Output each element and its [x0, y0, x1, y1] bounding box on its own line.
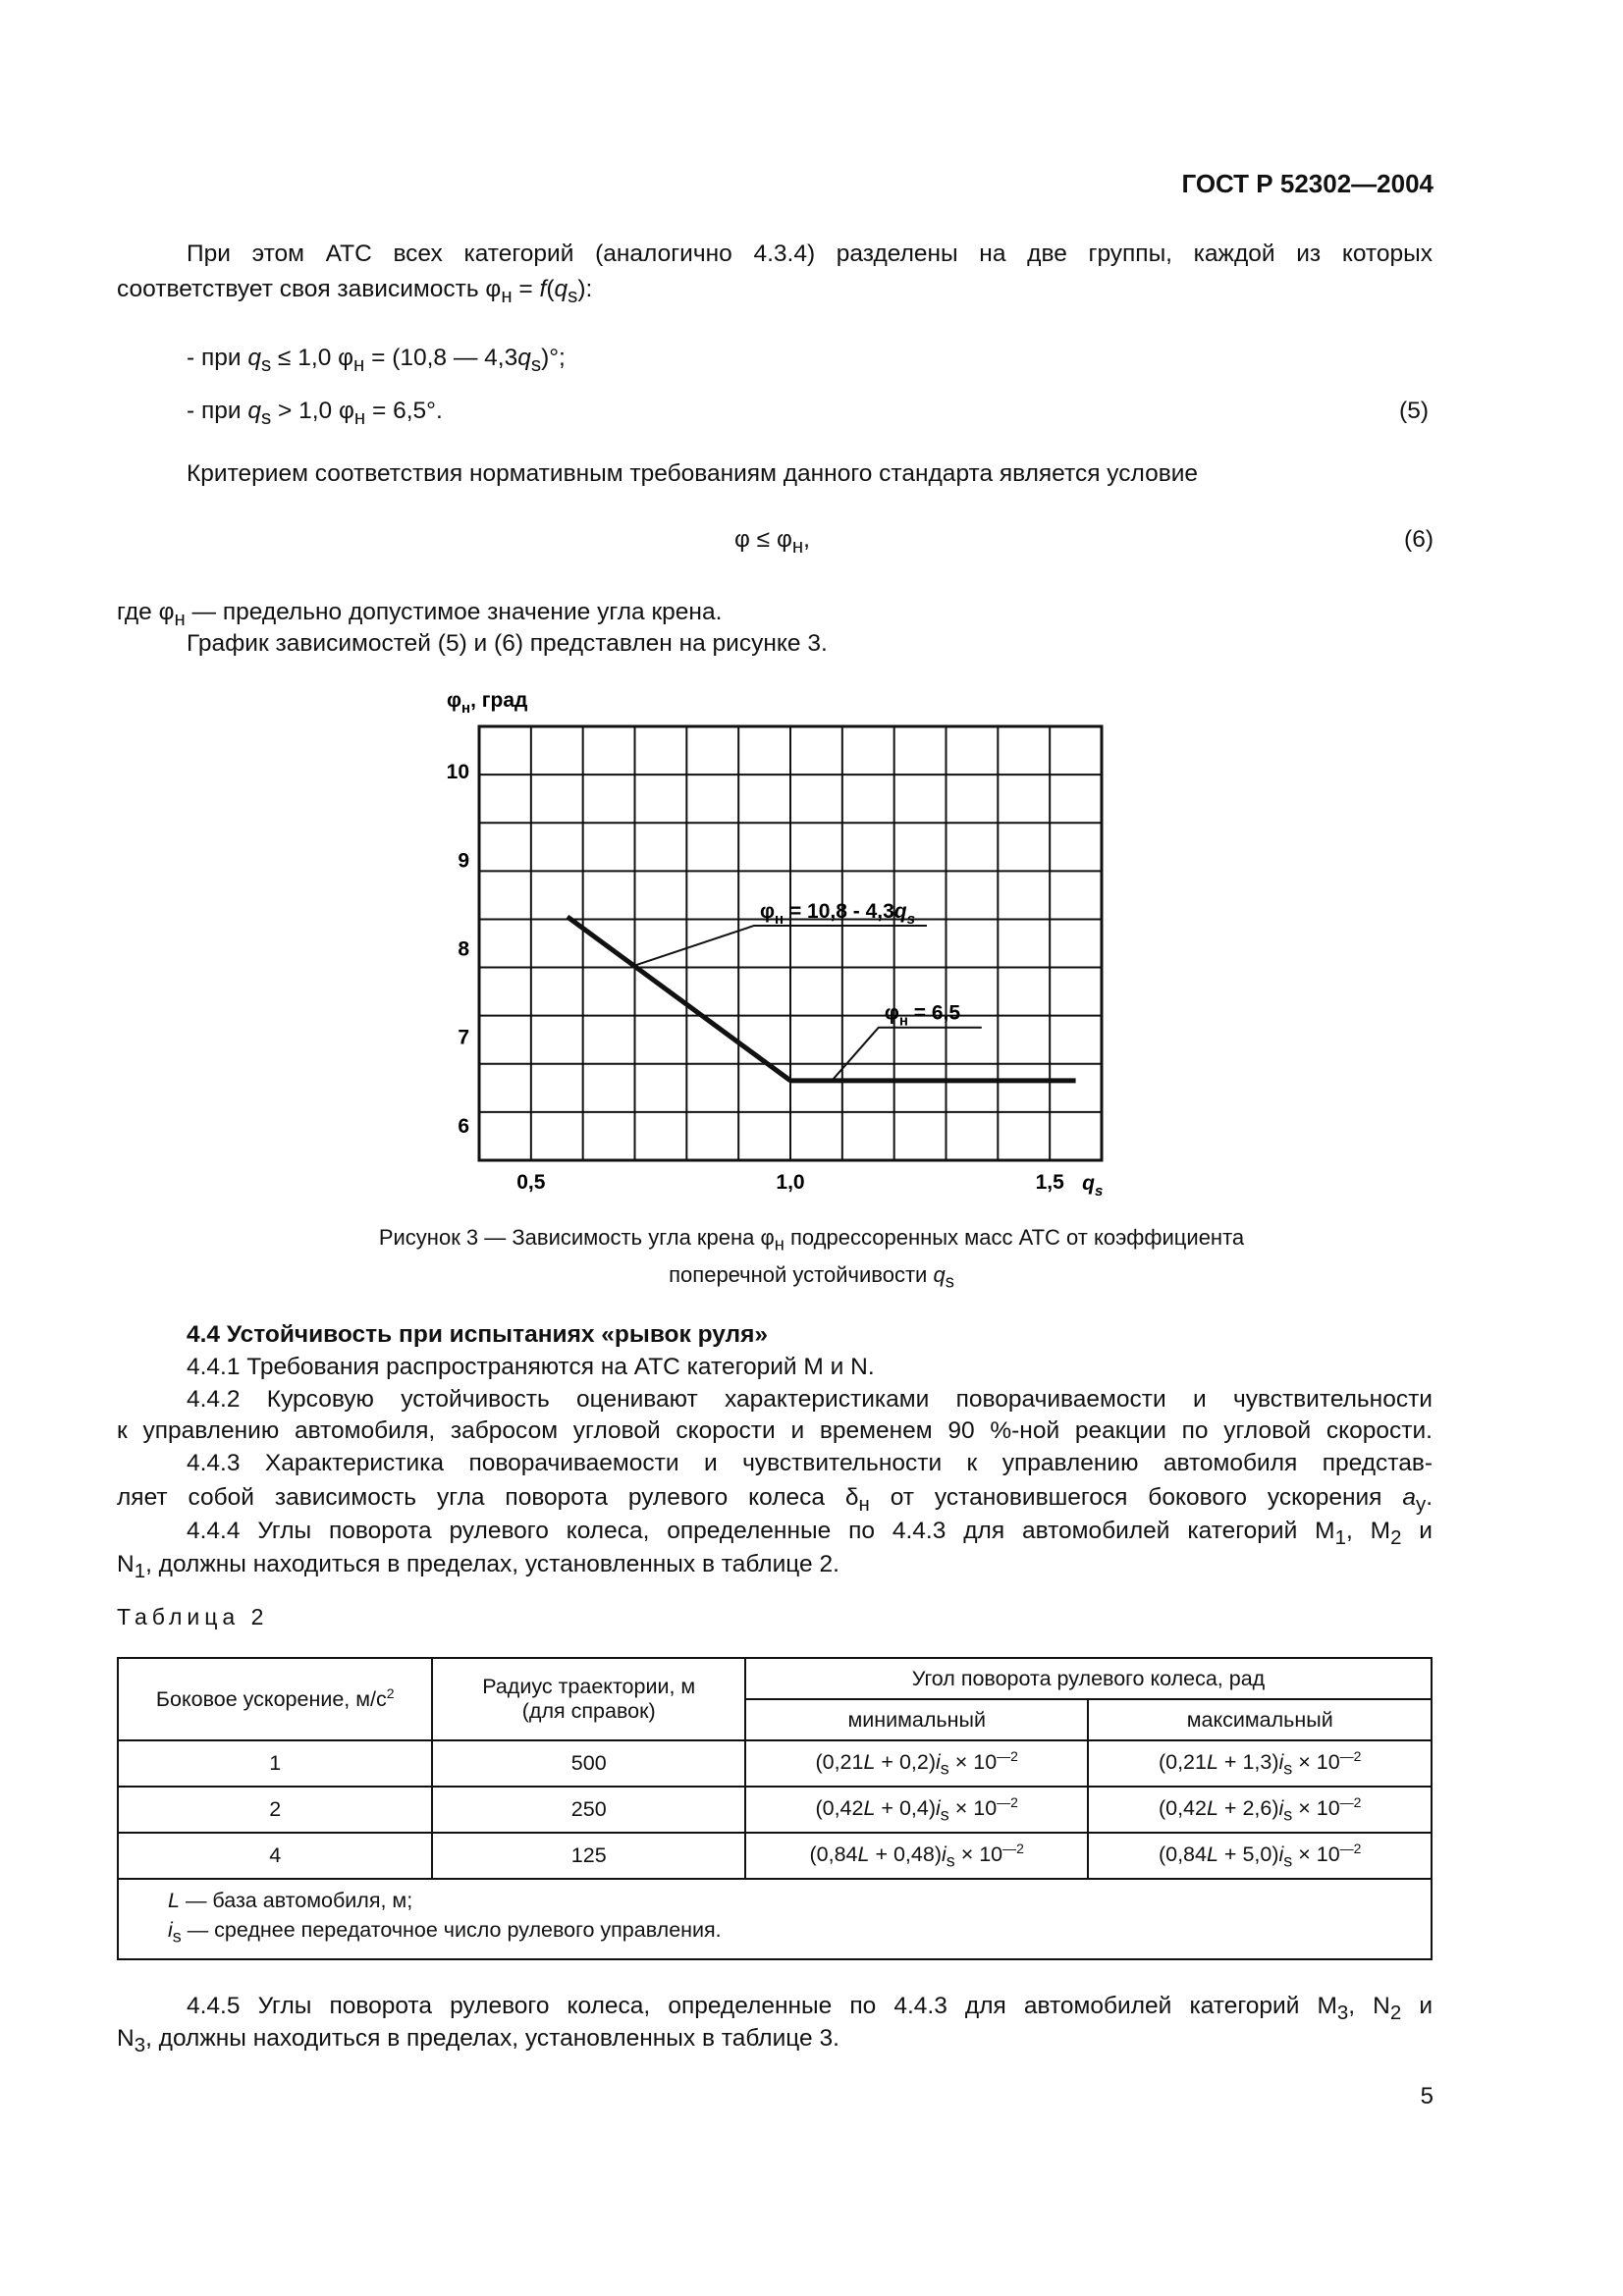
annotation-label: $\varphi_н = 6,5$: [884, 1001, 961, 1030]
subscript: 2: [1389, 2002, 1402, 2024]
x-tick-label: 1,0: [776, 1171, 805, 1194]
var-q: q: [933, 1262, 946, 1288]
text: N: [117, 1551, 135, 1577]
text: (0,84: [809, 1842, 858, 1866]
paragraph-criterion: Критерием соответствия нормативным требованиям данного стандарта является условие: [187, 460, 1199, 487]
text: 250: [570, 1797, 607, 1821]
text: ляет собой зависимость угла поворота рулевого колеса δ: [117, 1484, 859, 1511]
paragraph-4-4-3-line1: 4.4.3 Характеристика поворачиваемости и чувствительности к управлению автомобиля представ-: [187, 1450, 1433, 1476]
var-i: i: [1278, 1749, 1284, 1774]
subscript: н: [774, 1233, 784, 1255]
paragraph-4-4-1: 4.4.1 Требования распространяются на АТС категорий М и N.: [187, 1354, 875, 1380]
text: × 10: [948, 1795, 998, 1820]
var-i: i: [1278, 1842, 1284, 1866]
text: (: [546, 276, 555, 302]
var-L: L: [857, 1842, 870, 1866]
text: =: [512, 276, 540, 302]
text: Рисунок 3 — Зависимость угла крена φ: [378, 1225, 775, 1250]
paragraph-graph-ref: График зависимостей (5) и (6) представлен на рисунке 3.: [187, 630, 828, 657]
subscript: s: [172, 1926, 182, 1947]
equation-number-6: (6): [1404, 526, 1434, 553]
x-axis-label: $q_s$: [1082, 1172, 1104, 1200]
subscript: н: [858, 1493, 870, 1516]
text: 4: [269, 1843, 282, 1867]
text: Радиус траектории, м: [482, 1675, 696, 1698]
y-tick-label: 8: [458, 937, 469, 961]
text: (0,21: [1158, 1749, 1207, 1774]
header-min: минимальный: [745, 1699, 1088, 1740]
var-L: L: [1206, 1749, 1218, 1774]
chart-grid: [479, 726, 1102, 1160]
text: поперечной устойчивости: [669, 1262, 934, 1288]
header-accel: [118, 1658, 432, 1740]
subscript: s: [946, 1850, 955, 1871]
text: , N: [1348, 1993, 1390, 2019]
subscript: s: [261, 406, 272, 429]
table-header-row: [118, 1658, 1432, 1699]
superscript: —2: [1339, 1793, 1362, 1810]
text: , должны находиться в пределах, установленных в таблице 2.: [145, 1551, 839, 1577]
text: × 10: [948, 1749, 998, 1774]
text: (для справок): [521, 1699, 656, 1723]
table-notes: [118, 1879, 1432, 1959]
var-i: i: [941, 1842, 947, 1866]
table-label: Таблица 2: [117, 1604, 269, 1629]
header-max: максимальный: [1088, 1699, 1432, 1740]
var-L: L: [1206, 1795, 1218, 1820]
text: × 10: [1292, 1842, 1340, 1866]
text: 4.4.4 Углы поворота рулевого колеса, определенные по 4.4.3 для автомобилей категорий М: [187, 1518, 1335, 1544]
text: N: [117, 2025, 135, 2052]
figure-caption: [0, 1222, 1623, 1298]
text: = 6,5°.: [365, 398, 443, 424]
cell-max: [1088, 1833, 1432, 1879]
note-2: [168, 1915, 1431, 1950]
subscript: s: [940, 1804, 949, 1825]
var-L: L: [863, 1795, 876, 1820]
text: .: [1426, 1484, 1433, 1511]
text: где φ: [117, 599, 175, 625]
cell-radius: [432, 1833, 745, 1879]
text: Боковое ускорение, м/с: [155, 1687, 387, 1712]
var-i: i: [936, 1795, 941, 1820]
text: 4.4.5 Углы поворота рулевого колеса, определенные по 4.4.3 для автомобилей категорий М: [187, 1993, 1337, 2019]
text: (0,84: [1158, 1842, 1207, 1866]
document-header: ГОСТ Р 52302—2004: [1181, 169, 1434, 198]
subscript: s: [940, 1758, 949, 1779]
superscript: —2: [1339, 1840, 1362, 1856]
subscript: 2: [1390, 1526, 1402, 1549]
superscript: 2: [386, 1685, 395, 1702]
header-radius: [432, 1658, 745, 1740]
subscript: 1: [1334, 1526, 1346, 1549]
cell-min: [745, 1740, 1088, 1787]
subscript: н: [353, 406, 366, 429]
text: (0,42: [1158, 1795, 1207, 1820]
annotation-leader: [832, 1028, 982, 1081]
text: + 0,48): [869, 1842, 942, 1866]
text: и: [1401, 1518, 1433, 1544]
series-line: [568, 917, 790, 1081]
cell-min: [745, 1787, 1088, 1833]
subscript: н: [353, 353, 365, 376]
text: — среднее передаточное число рулевого управления.: [181, 1918, 722, 1942]
table-row: [118, 1833, 1432, 1879]
table-2: [117, 1657, 1433, 1960]
text: - при: [187, 345, 248, 371]
text: = (10,8 — 4,3: [364, 345, 518, 371]
text: + 0,2): [875, 1749, 936, 1774]
chart-labels: [447, 689, 1104, 1200]
subscript: s: [568, 285, 578, 307]
equation-number-5: (5): [1399, 398, 1429, 424]
text: ):: [577, 276, 593, 302]
y-tick-label: 10: [446, 761, 469, 784]
table-row: [118, 1787, 1432, 1833]
note-1: [168, 1886, 1431, 1915]
subscript: 3: [134, 2034, 146, 2056]
text: от установившегося бокового ускорения: [869, 1484, 1403, 1511]
superscript: —2: [997, 1747, 1018, 1764]
cell-min: [745, 1833, 1088, 1879]
text: + 2,6): [1217, 1795, 1279, 1820]
text: )°;: [541, 345, 566, 371]
subscript: н: [174, 608, 186, 630]
var-q: q: [247, 345, 261, 371]
var-a: a: [1402, 1484, 1416, 1511]
var-i: i: [168, 1918, 173, 1942]
text: подрессоренных масс АТС от коэффициента: [784, 1225, 1245, 1250]
subscript: s: [945, 1270, 954, 1292]
text: 500: [570, 1751, 607, 1775]
var-q: q: [554, 276, 568, 302]
text: 125: [570, 1843, 607, 1867]
function-var: f: [539, 276, 547, 302]
annotation-leader: [635, 926, 928, 966]
text: φ ≤ φ: [734, 526, 792, 553]
text: + 0,4): [875, 1795, 936, 1820]
cell-radius: [432, 1787, 745, 1833]
paragraph-4-4-2-line1: 4.4.2 Курсовую устойчивость оценивают характеристиками поворачиваемости и чувствительности: [187, 1386, 1433, 1413]
var-i: i: [936, 1749, 941, 1774]
text: , М: [1345, 1518, 1391, 1544]
var-q: q: [247, 398, 261, 424]
subscript: y: [1415, 1493, 1427, 1516]
text: , должны находиться в пределах, установленных в таблице 3.: [145, 2025, 839, 2052]
paragraph-intro-line1: При этом АТС всех категорий (аналогично 4.3.4) разделены на две группы, каждой из которых: [187, 240, 1433, 267]
chart-series: [568, 917, 1076, 1081]
subscript: н: [791, 535, 804, 558]
subscript: s: [530, 353, 542, 376]
paragraph-4-4-5-line2: [117, 2021, 839, 2063]
y-axis-label: $\varphi_н$, град: [447, 689, 528, 717]
y-tick-label: 7: [458, 1026, 469, 1049]
text: × 10: [954, 1842, 1003, 1866]
page-number: 5: [1420, 2083, 1434, 2109]
caption-line-1: [0, 1222, 1623, 1259]
x-tick-label: 1,5: [1035, 1171, 1064, 1194]
cell-accel: [118, 1740, 432, 1787]
text: и: [1401, 1993, 1433, 2019]
subscript: s: [1283, 1850, 1293, 1871]
subscript: н: [501, 285, 513, 307]
text: (0,42: [815, 1795, 864, 1820]
var-L: L: [863, 1749, 876, 1774]
text: (0,21: [815, 1749, 864, 1774]
cell-max: [1088, 1740, 1432, 1787]
cell-max: [1088, 1787, 1432, 1833]
subscript: s: [1283, 1804, 1293, 1825]
var-L: L: [1206, 1842, 1218, 1866]
text: + 1,3): [1217, 1749, 1279, 1774]
subscript: s: [1283, 1758, 1293, 1779]
superscript: —2: [1339, 1747, 1362, 1764]
text: + 5,0): [1217, 1842, 1279, 1866]
section-title-4-4: 4.4 Устойчивость при испытаниях «рывок руля»: [187, 1321, 769, 1348]
paragraph-4-4-2-line2: к управлению автомобиля, забросом угловой скорости и временем 90 %-ной реакции по угловой скорости.: [117, 1417, 1433, 1444]
text: — база автомобиля, м;: [179, 1889, 413, 1912]
x-tick-label: 0,5: [516, 1171, 546, 1194]
text: ≤ 1,0 φ: [271, 345, 354, 371]
text: × 10: [1292, 1749, 1340, 1774]
annotation-label: $\varphi_н = 10,8 - 4,3q_s$: [760, 899, 915, 928]
text: — предельно допустимое значение угла крена.: [185, 599, 723, 625]
var-q: q: [517, 345, 531, 371]
header-angle: Угол поворота рулевого колеса, рад: [745, 1658, 1432, 1699]
table-row: [118, 1740, 1432, 1787]
subscript: s: [261, 353, 272, 376]
table-notes-row: [118, 1879, 1432, 1959]
text: соответствует своя зависимость φ: [117, 276, 502, 302]
subscript: 3: [1336, 2002, 1349, 2024]
text: × 10: [1292, 1795, 1340, 1820]
text: - при: [187, 398, 248, 424]
subscript: 1: [134, 1560, 146, 1582]
text: ,: [803, 526, 810, 553]
var-L: L: [168, 1889, 180, 1912]
paragraph-4-4-4-line2: [117, 1547, 839, 1589]
cell-accel: [118, 1833, 432, 1879]
cell-radius: [432, 1740, 745, 1787]
text: 2: [269, 1797, 282, 1821]
cell-accel: [118, 1787, 432, 1833]
text: > 1,0 φ: [271, 398, 354, 424]
superscript: —2: [997, 1793, 1018, 1810]
caption-line-2: [0, 1259, 1623, 1297]
y-tick-label: 6: [458, 1114, 469, 1138]
y-tick-label: 9: [458, 849, 469, 873]
text: 1: [269, 1751, 282, 1775]
superscript: —2: [1002, 1840, 1024, 1856]
var-i: i: [1278, 1795, 1284, 1820]
